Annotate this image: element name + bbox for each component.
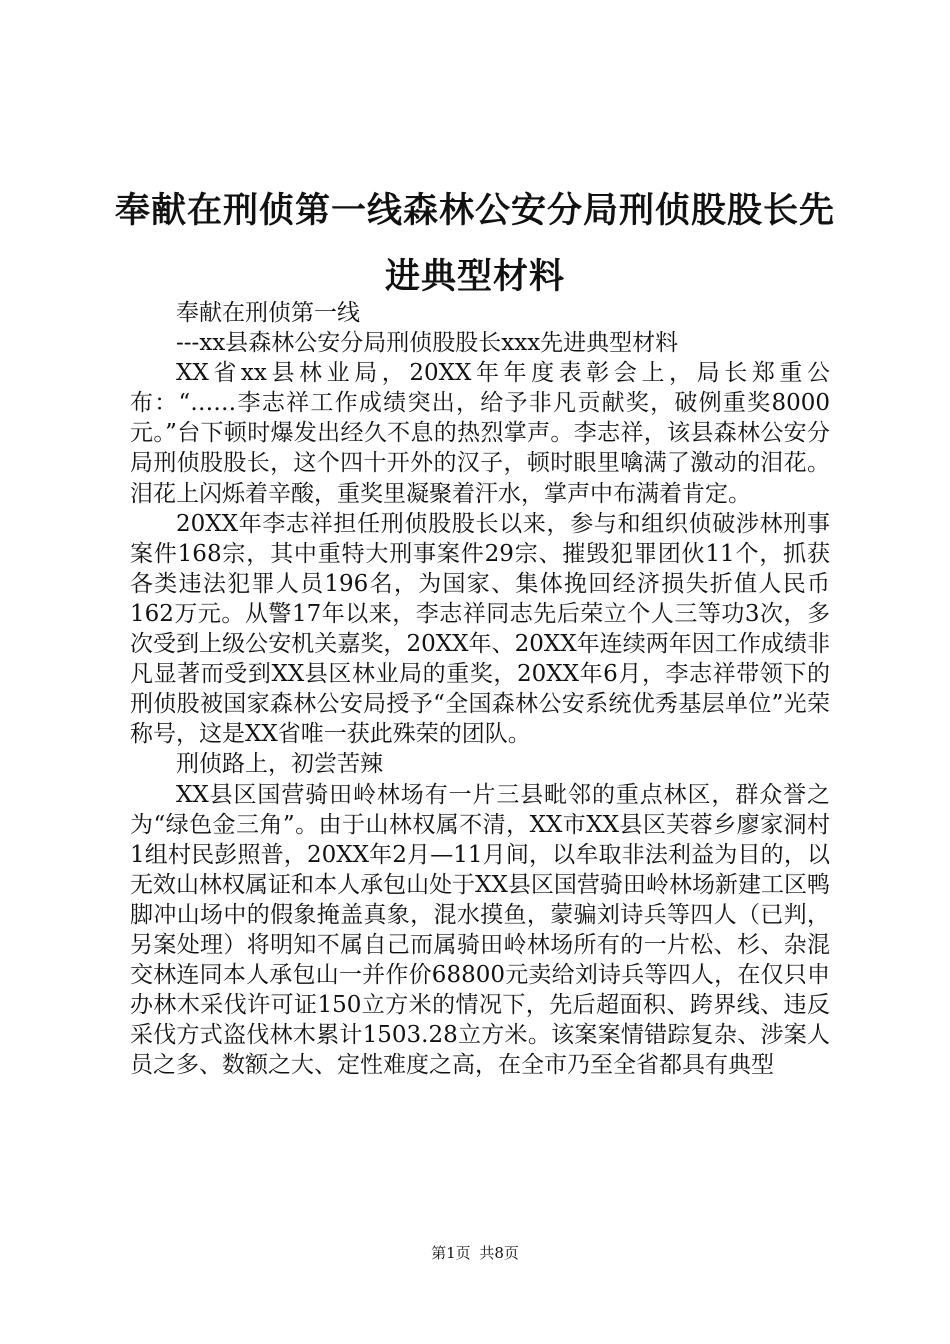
- paragraph: 20XX年李志祥担任刑侦股股长以来，参与和组织侦破涉林刑事案件168宗，其中重特大刑事案件29宗、摧毁犯罪团伙11个，抓获各类违法犯罪人员196名，为国家、集体挽回经济损失折值人民币162万元。从警17年以来，李志祥同志先后荣立个人三等功3次，多次受到上级公安机关嘉奖，20XX年、20XX年连续两年因工作成绩非凡显著而受到XX县区林业局的重奖，20XX年6月，李志祥带领下的刑侦股被国家森林公安局授予“全国森林公安系统优秀基层单位”光荣称号，这是XX省唯一获此殊荣的团队。: [130, 510, 830, 748]
- paragraph: XX省xx县林业局，20XX年年度表彰会上，局长郑重公布：“……李志祥工作成绩突出，给予非凡贡献奖，破例重奖8000元。”台下顿时爆发出经久不息的热烈掌声。李志祥，该县森林公安分局刑侦股股长，这个四十开外的汉子，顿时眼里噙满了激动的泪花。泪花上闪烁着辛酸，重奖里凝聚着汗水，掌声中布满着肯定。: [130, 360, 830, 507]
- document-body: [130, 298, 830, 1080]
- section-heading: 刑侦路上，初尝苦辣: [176, 751, 383, 778]
- paragraph-heading: 奉献在刑侦第一线: [176, 300, 360, 326]
- paragraph: XX县区国营骑田岭林场有一片三县毗邻的重点林区，群众誉之为“绿色金三角”。由于山林权属不清，XX市XX县区芙蓉乡廖家洞村1组村民彭照普，20XX年2月—11月间，以牟取非法利益为目的，以无效山林权属证和本人承包山处于XX县区国营骑田岭林场新建工区鸭脚冲山场中的假象掩盖真象，混水摸鱼，蒙骗刘诗兵等四人（已判，另案处理）将明知不属自己而属骑田岭林场所有的一片松、杉、杂混交林连同本人承包山一并作价68800元卖给刘诗兵等四人，在仅只申办林木采伐许可证150立方米的情况下，先后超面积、跨界线、违反采伐方式盗伐林木累计1503.28立方米。该案案情错踪复杂、涉案人员之多、数额之大、定性难度之高，在全市乃至全省都具有典型: [130, 781, 830, 1079]
- paragraph-subtitle: ---xx县森林公安分局刑侦股股长xxx先进典型材料: [176, 330, 679, 357]
- page-total: 共8页: [479, 1244, 519, 1262]
- page-footer: [0, 1243, 950, 1263]
- document-title: 奉献在刑侦第一线森林公安分局刑侦股股长先进典型材料: [114, 190, 835, 297]
- page-number: 第1页: [431, 1244, 471, 1262]
